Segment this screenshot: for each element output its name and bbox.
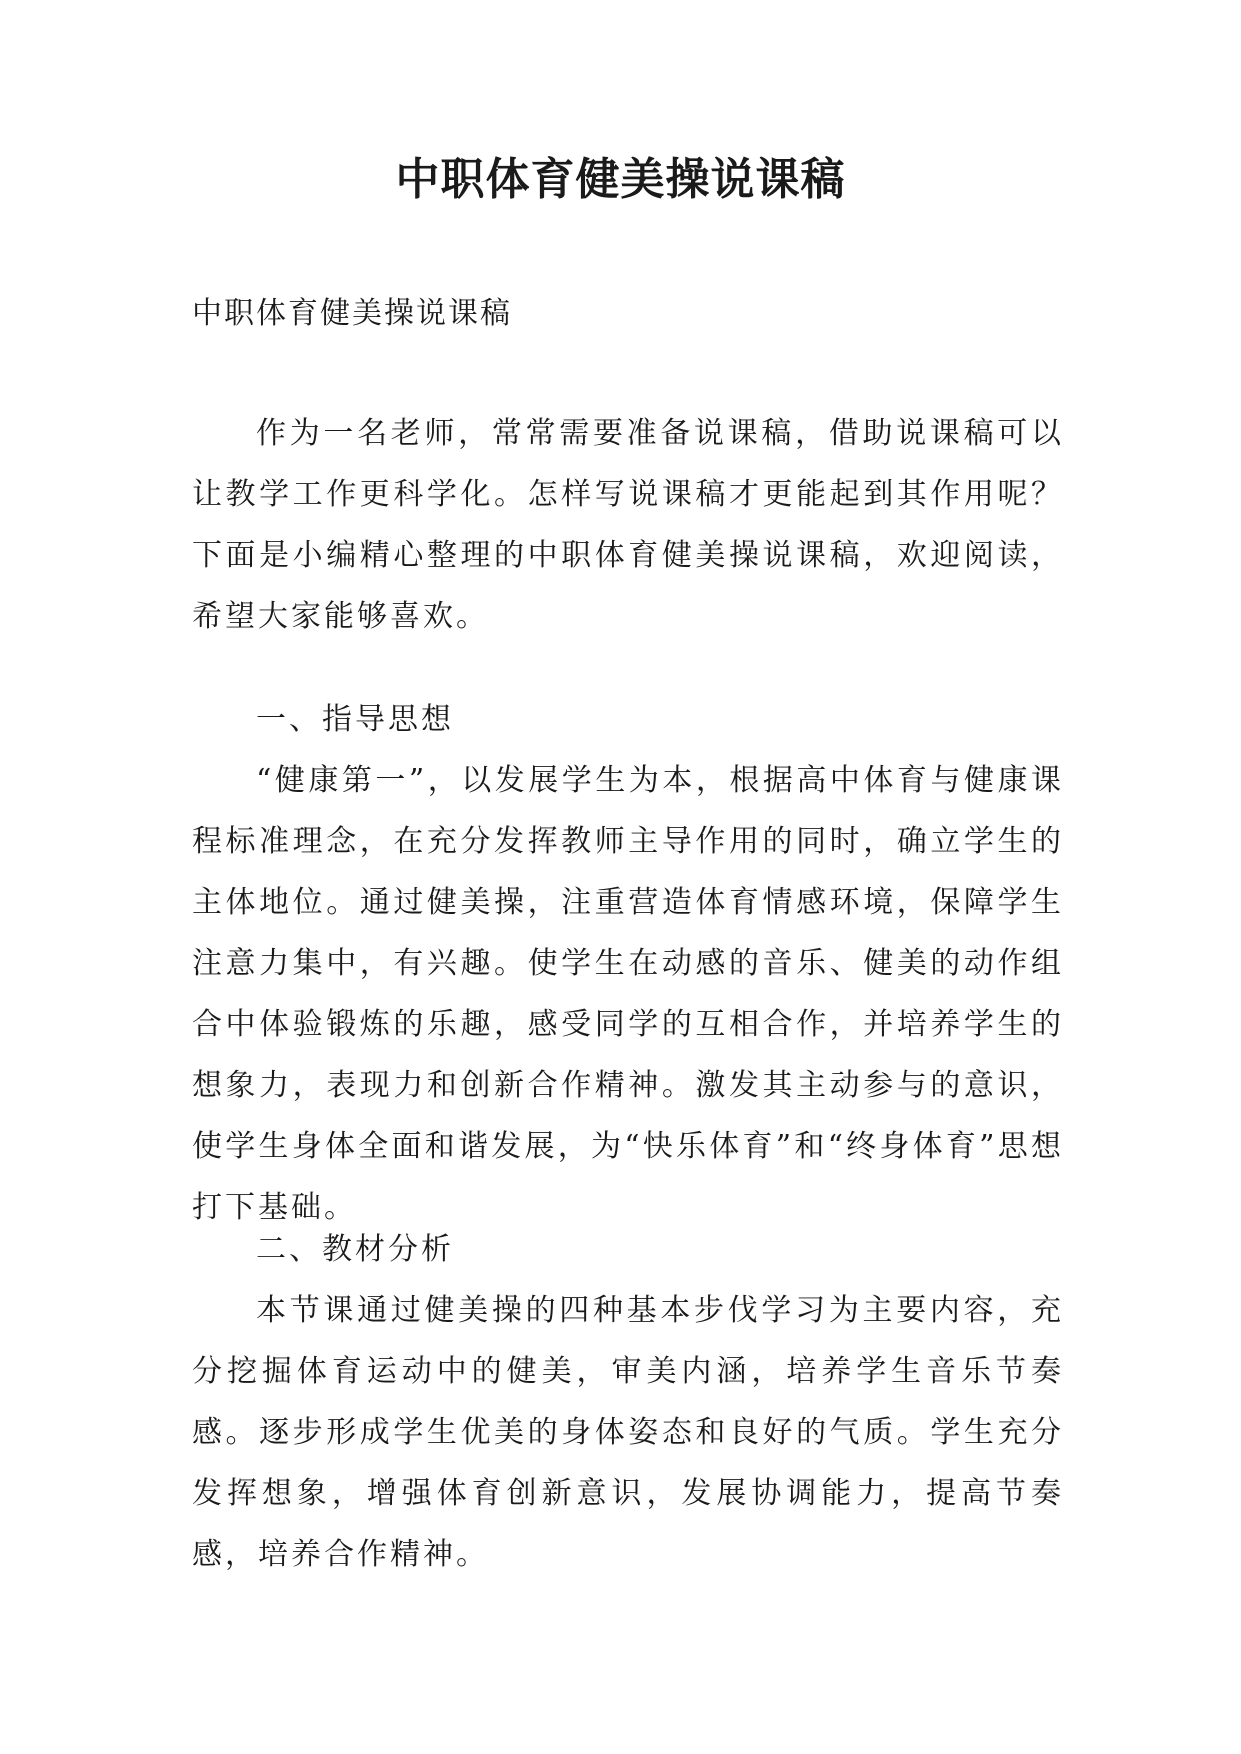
section-paragraph-guiding-thought: “健康第一”，以发展学生为本，根据高中体育与健康课程标准理念，在充分发挥教师主导作用的同时，确立学生的主体地位。通过健美操，注重营造体育情感环境，保障学生注意力集中，有兴趣。使学生在动感的音乐、健美的动作组合中体验锻炼的乐趣，感受同学的互相合作，并培养学生的想象力，表现力和创新合作精神。激发其主动参与的意识，使学生身体全面和谐发展，为“快乐体育”和“终身体育”思想打下基础。 [192, 763, 1064, 1225]
intro-paragraph: 作为一名老师，常常需要准备说课稿，借助说课稿可以让教学工作更科学化。怎样写说课稿才更能起到其作用呢？下面是小编精心整理的中职体育健美操说课稿，欢迎阅读，希望大家能够喜欢。 [192, 416, 1064, 634]
section-heading-guiding-thought: 一、指导思想 [256, 702, 454, 737]
section-paragraph-material-analysis: 本节课通过健美操的四种基本步伐学习为主要内容，充分挖掘体育运动中的健美，审美内涵，培养学生音乐节奏感。逐步形成学生优美的身体姿态和良好的气质。学生充分发挥想象，增强体育创新意识，发展协调能力，提高节奏感，培养合作精神。 [192, 1293, 1064, 1572]
document-title: 中职体育健美操说课稿 [395, 154, 846, 205]
section-heading-material-analysis: 二、教材分析 [256, 1232, 454, 1267]
document-subtitle: 中职体育健美操说课稿 [192, 296, 512, 331]
